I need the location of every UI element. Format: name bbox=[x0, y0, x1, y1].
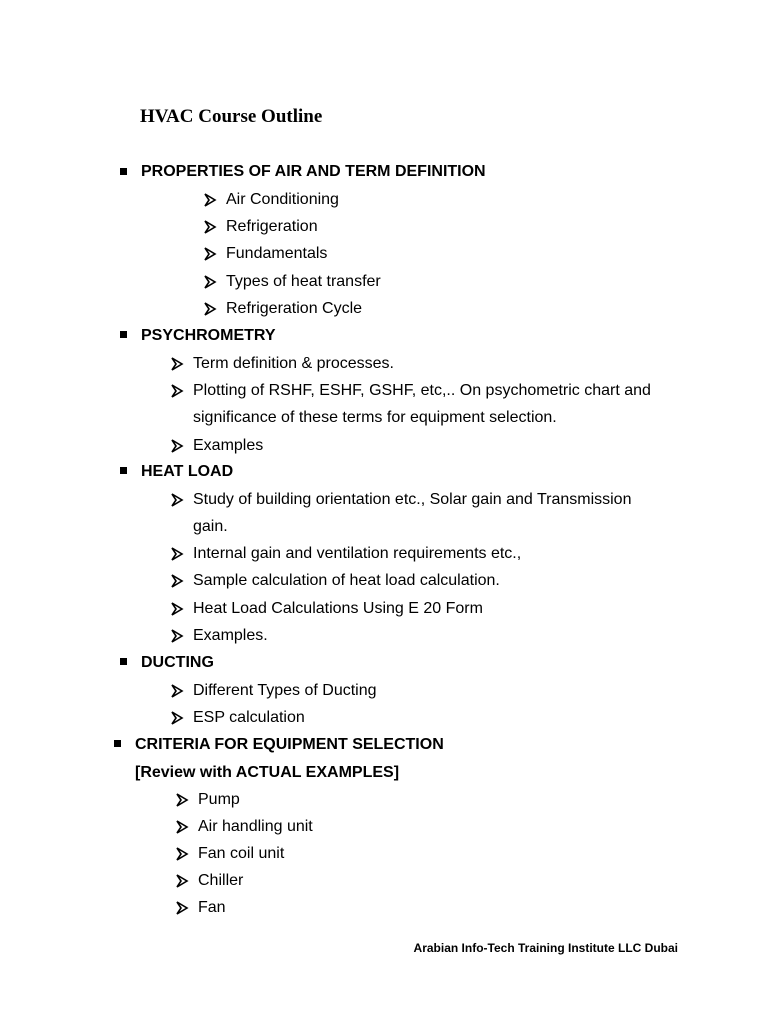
list-item: Fan coil unit bbox=[198, 845, 285, 862]
page-footer: Arabian Info-Tech Training Institute LLC Dubai bbox=[413, 941, 678, 955]
section-heading: PSYCHROMETRY bbox=[141, 327, 276, 344]
list-item: Fan bbox=[198, 899, 226, 916]
section-heading: CRITERIA FOR EQUIPMENT SELECTION bbox=[135, 736, 444, 753]
arrow-bullet-icon bbox=[170, 684, 184, 698]
square-bullet-icon bbox=[120, 467, 127, 474]
list-item: Air Conditioning bbox=[226, 191, 339, 208]
arrow-bullet-icon bbox=[175, 820, 189, 834]
list-item-continuation: significance of these terms for equipment selection. bbox=[193, 409, 557, 426]
arrow-bullet-icon bbox=[170, 574, 184, 588]
document-title: HVAC Course Outline bbox=[140, 106, 323, 127]
arrow-bullet-icon bbox=[170, 547, 184, 561]
list-item: Sample calculation of heat load calculation. bbox=[193, 572, 500, 589]
square-bullet-icon bbox=[120, 331, 127, 338]
arrow-bullet-icon bbox=[203, 247, 217, 261]
arrow-bullet-icon bbox=[170, 439, 184, 453]
section-heading: PROPERTIES OF AIR AND TERM DEFINITION bbox=[141, 163, 486, 180]
list-item: Examples bbox=[193, 437, 264, 454]
section-subheading: [Review with ACTUAL EXAMPLES] bbox=[135, 764, 400, 781]
arrow-bullet-icon bbox=[170, 384, 184, 398]
list-item: Refrigeration bbox=[226, 218, 318, 235]
list-item: Heat Load Calculations Using E 20 Form bbox=[193, 600, 483, 617]
arrow-bullet-icon bbox=[170, 711, 184, 725]
arrow-bullet-icon bbox=[175, 793, 189, 807]
arrow-bullet-icon bbox=[175, 901, 189, 915]
section-heading: HEAT LOAD bbox=[141, 463, 234, 480]
list-item: ESP calculation bbox=[193, 709, 305, 726]
list-item: Term definition & processes. bbox=[193, 355, 394, 372]
list-item: Study of building orientation etc., Solar gain and Transmission bbox=[193, 491, 632, 508]
list-item: Fundamentals bbox=[226, 245, 328, 262]
arrow-bullet-icon bbox=[170, 602, 184, 616]
arrow-bullet-icon bbox=[203, 193, 217, 207]
list-item: Internal gain and ventilation requirements etc., bbox=[193, 545, 522, 562]
square-bullet-icon bbox=[120, 168, 127, 175]
arrow-bullet-icon bbox=[170, 493, 184, 507]
arrow-bullet-icon bbox=[203, 302, 217, 316]
list-item: Pump bbox=[198, 791, 240, 808]
list-item-continuation: gain. bbox=[193, 518, 228, 535]
square-bullet-icon bbox=[114, 740, 121, 747]
list-item: Types of heat transfer bbox=[226, 273, 381, 290]
list-item: Air handling unit bbox=[198, 818, 313, 835]
list-item: Refrigeration Cycle bbox=[226, 300, 363, 317]
arrow-bullet-icon bbox=[175, 874, 189, 888]
arrow-bullet-icon bbox=[203, 220, 217, 234]
arrow-bullet-icon bbox=[203, 275, 217, 289]
list-item: Different Types of Ducting bbox=[193, 682, 377, 699]
arrow-bullet-icon bbox=[170, 357, 184, 371]
arrow-bullet-icon bbox=[175, 847, 189, 861]
list-item: Chiller bbox=[198, 872, 244, 889]
arrow-bullet-icon bbox=[170, 629, 184, 643]
list-item: Plotting of RSHF, ESHF, GSHF, etc,.. On psychometric chart and bbox=[193, 382, 651, 399]
list-item: Examples. bbox=[193, 627, 268, 644]
section-heading: DUCTING bbox=[141, 654, 214, 671]
square-bullet-icon bbox=[120, 658, 127, 665]
